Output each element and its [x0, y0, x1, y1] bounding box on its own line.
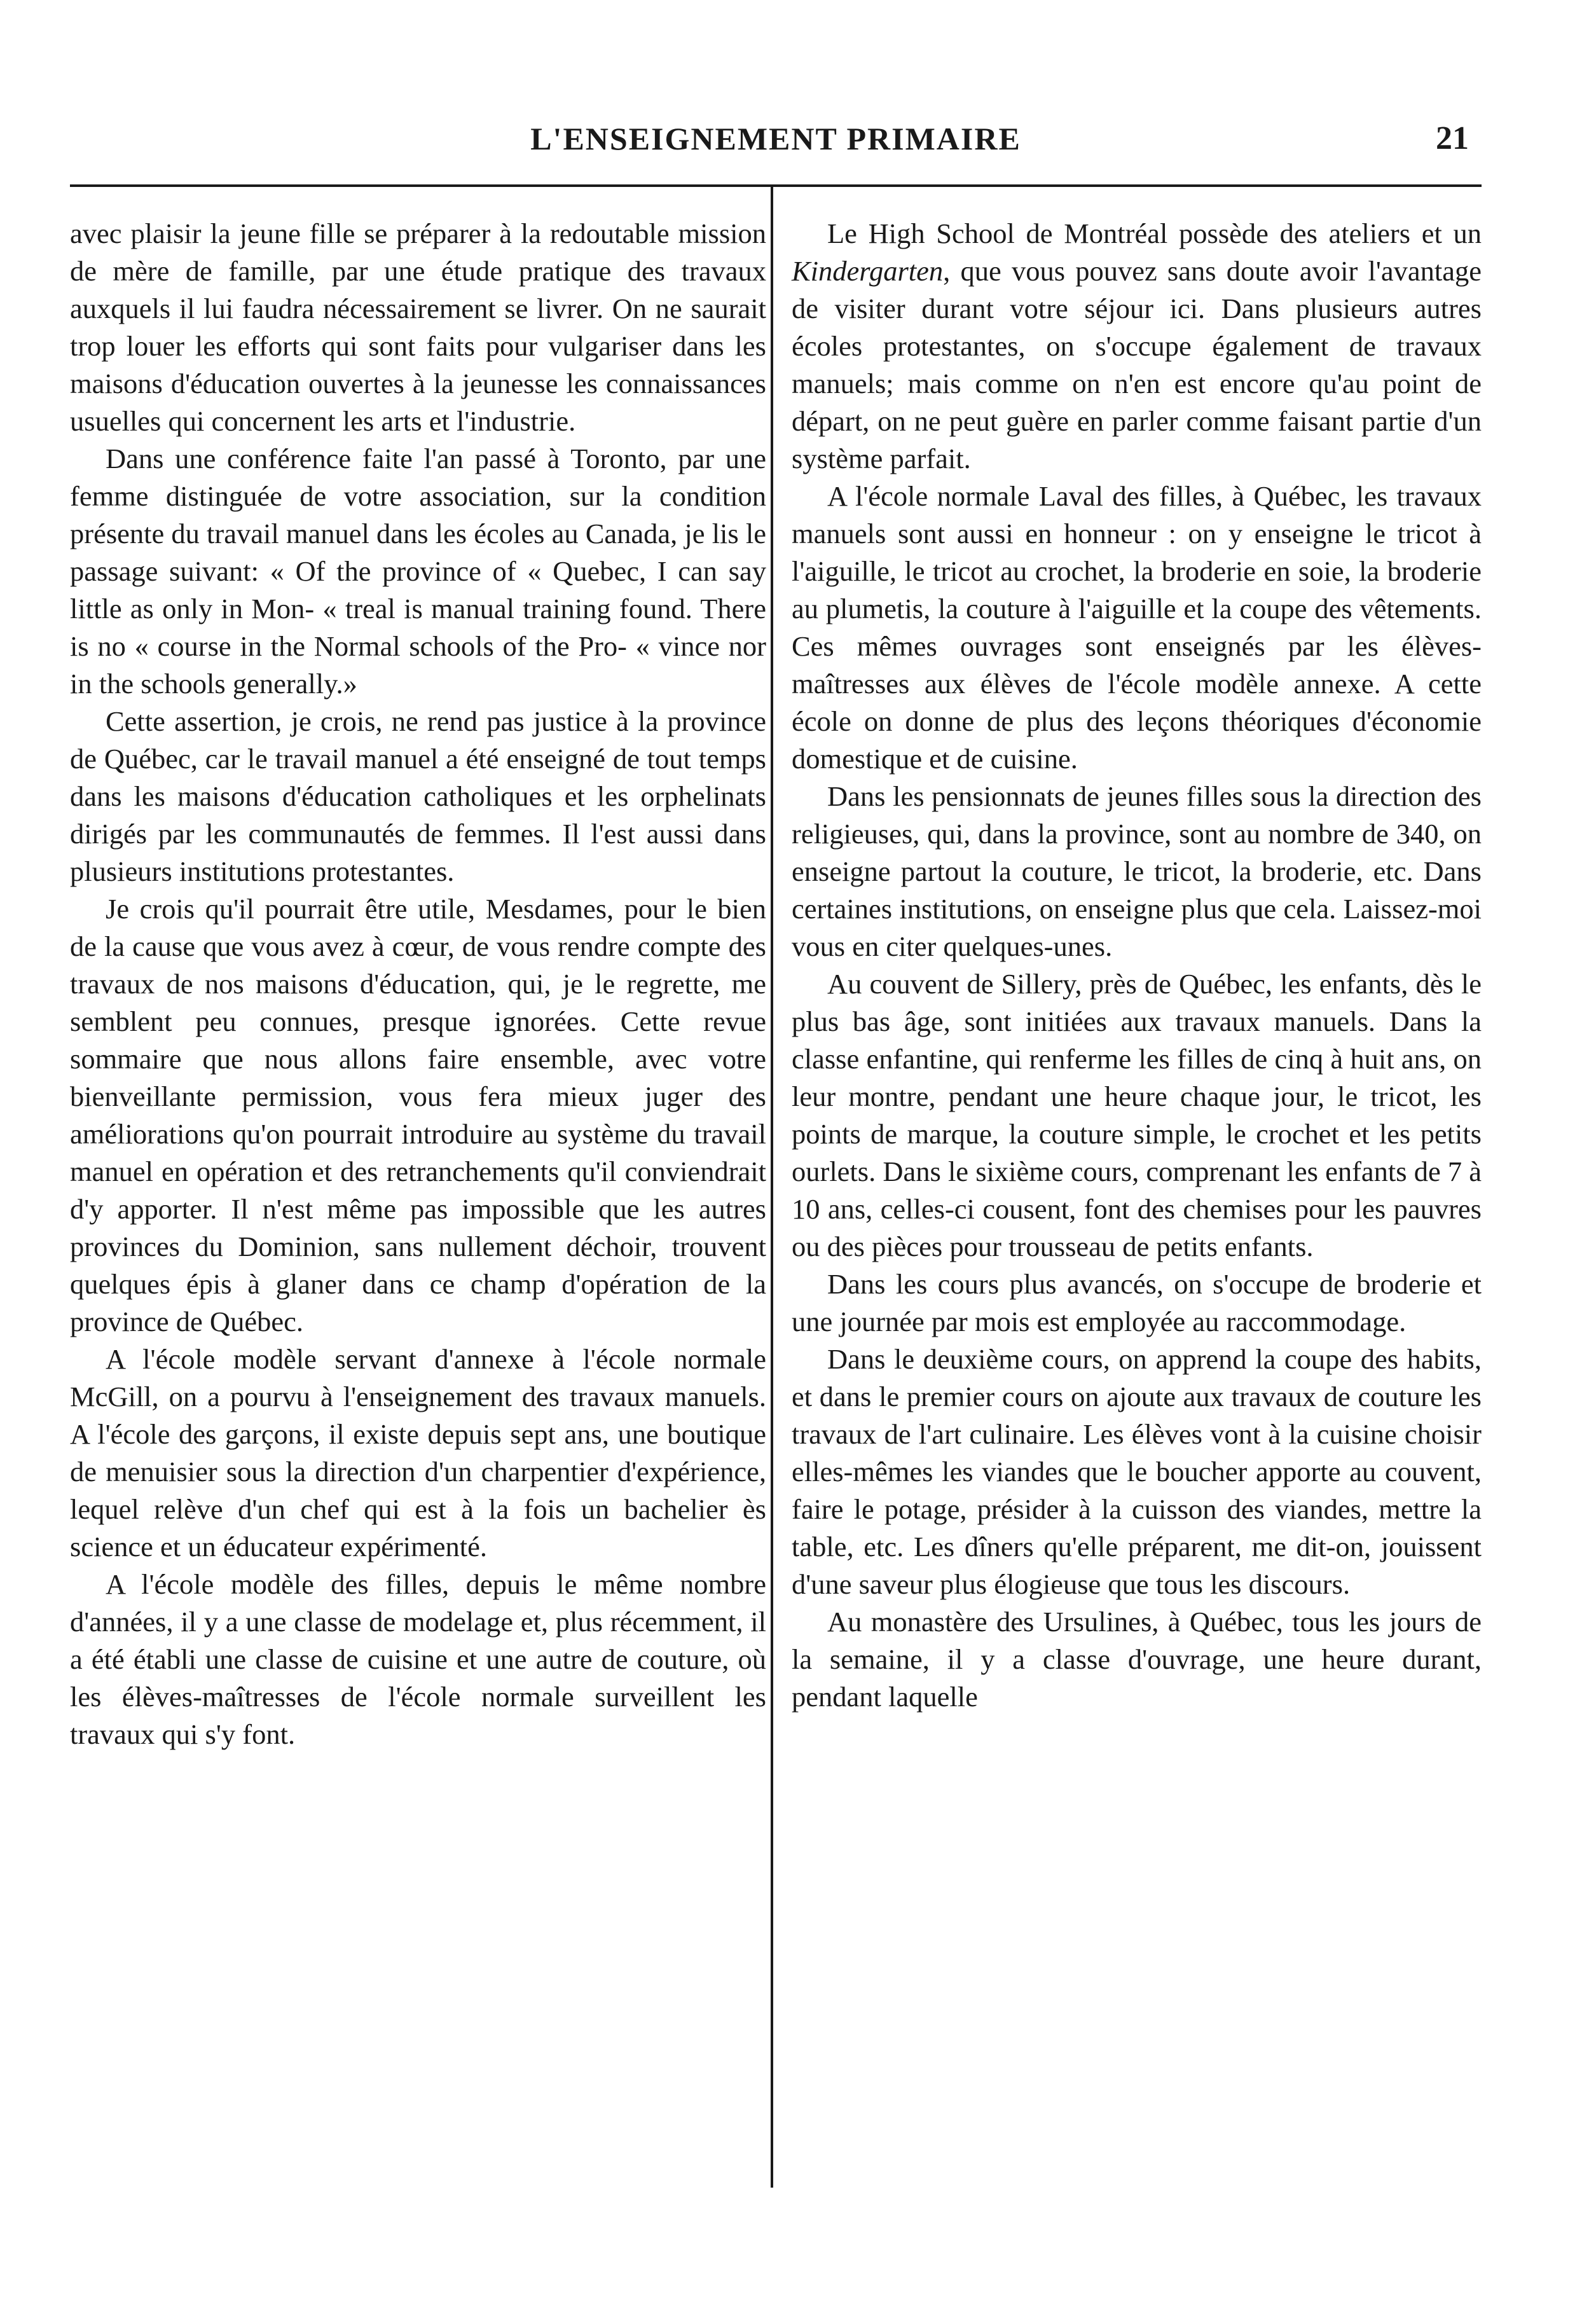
- paragraph: A l'école modèle des filles, depuis le même nombre d'années, il y a une classe de modelage et, plus récemment, il a été établi une classe de cuisine et une autre de couture, où les élèves-maîtresses de l'école normale surveillent les travaux qui s'y font.: [70, 1568, 766, 1750]
- page-number: 21: [1436, 120, 1469, 156]
- paragraph: Je crois qu'il pourrait être utile, Mesdames, pour le bien de la cause que vous avez à cœur, de vous rendre compte des travaux de nos maisons d'éducation, qui, je le regrette, me semblent peu connues, presque ignorées. Cette revue sommaire que nous allons faire ensemble, avec votre bienveillante permission, vous fera mieux juger des améliorations qu'on pourrait introduire au système du travail manuel en opération et des retranchements qu'il conviendrait d'y apporter. Il n'est même pas impossible que les autres provinces du Dominion, sans nullement déchoir, trouvent quelques épis à glaner dans ce champ d'opération de la province de Québec.: [70, 893, 766, 1337]
- paragraph: Au couvent de Sillery, près de Québec, les enfants, dès le plus bas âge, sont initiées aux travaux manuels. Dans la classe enfantine, qui renferme les filles de cinq à huit ans, on leur montre, pendant une heure chaque jour, le tricot, les points de marque, la couture simple, le crochet et les petits ourlets. Dans le sixième cours, comprenant les enfants de 7 à 10 ans, celles-ci cousent, font des chemises pour les pauvres ou des pièces pour trousseau de petits enfants.: [792, 968, 1482, 1262]
- running-header: [70, 113, 1482, 164]
- paragraph: Dans les pensionnats de jeunes filles sous la direction des religieuses, qui, dans la province, sont au nombre de 340, on enseigne partout la couture, le tricot, la broderie, etc. Dans certaines institutions, on enseigne plus que cela. Laissez-moi vous en citer quelques-unes.: [792, 780, 1482, 962]
- paragraph: A l'école normale Laval des filles, à Québec, les travaux manuels sont aussi en honneur : on y enseigne le tricot à l'aiguille, le tricot au crochet, la broderie en soie, la broderie au plumetis, la couture à l'aiguille et la coupe des vêtements. Ces mêmes ouvrages sont enseignés par les élèves-maîtresses aux élèves de l'école modèle annexe. A cette école on donne de plus des leçons théoriques d'économie domestique et de cuisine.: [792, 480, 1482, 775]
- column-divider: [771, 184, 773, 2188]
- paragraph-text: , que vous pouvez sans doute avoir l'avantage de visiter durant votre séjour ici. Dans plusieurs autres écoles protestantes, on s'occupe également de travaux manuels; mais comme on n'en est encore qu'au point de départ, on ne peut guère en parler comme faisant partie d'un système parfait.: [792, 255, 1482, 474]
- header-rule: [70, 184, 1482, 187]
- right-column: [792, 215, 1482, 1716]
- paragraph-text: Le High School de Montréal possède des ateliers et un: [827, 217, 1482, 249]
- paragraph: avec plaisir la jeune fille se préparer à la redoutable mission de mère de famille, par une étude pratique des travaux auxquels il lui faudra nécessairement se livrer. On ne saurait trop louer les efforts qui sont faits pour vulgariser dans les maisons d'éducation ouvertes à la jeunesse les connaissances usuelles qui concernent les arts et l'industrie.: [70, 217, 766, 437]
- paragraph: [792, 215, 1482, 478]
- italic-term: Kindergarten: [792, 255, 944, 287]
- paragraph: A l'école modèle servant d'annexe à l'école normale McGill, on a pourvu à l'enseignement des travaux manuels. A l'école des garçons, il existe depuis sept ans, une boutique de menuisier sous la direction d'un charpentier d'expérience, lequel relève d'un chef qui est à la fois un bachelier ès science et un éducateur expérimenté.: [70, 1343, 766, 1562]
- paragraph: Cette assertion, je crois, ne rend pas justice à la province de Québec, car le travail manuel a été enseigné de tout temps dans les maisons d'éducation catholiques et les orphelinats dirigés par les communautés de femmes. Il l'est aussi dans plusieurs institutions protestantes.: [70, 705, 766, 887]
- paragraph: Dans le deuxième cours, on apprend la coupe des habits, et dans le premier cours on ajoute aux travaux de couture les travaux de l'art culinaire. Les élèves vont à la cuisine choisir elles-mêmes les viandes que le boucher apporte au couvent, faire le potage, présider à la cuisson des viandes, mettre la table, etc. Les dîners qu'elle préparent, me dit-on, jouissent d'une saveur plus élogieuse que tous les discours.: [792, 1343, 1482, 1600]
- paragraph: Dans une conférence faite l'an passé à Toronto, par une femme distinguée de votre association, sur la condition présente du travail manuel dans les écoles au Canada, je lis le passage suivant: « Of the province of « Quebec, I can say little as only in Mon- « treal is manual training found. There is no « course in the Normal schools of the Pro- « vince nor in the schools generally.»: [70, 443, 766, 700]
- paragraph: Au monastère des Ursulines, à Québec, tous les jours de la semaine, il y a classe d'ouvrage, une heure durant, pendant laquelle: [792, 1606, 1482, 1713]
- running-title: L'ENSEIGNEMENT PRIMAIRE: [530, 121, 1021, 156]
- left-column: [70, 215, 766, 1753]
- paragraph: Dans les cours plus avancés, on s'occupe de broderie et une journée par mois est employée au raccommodage.: [792, 1268, 1482, 1337]
